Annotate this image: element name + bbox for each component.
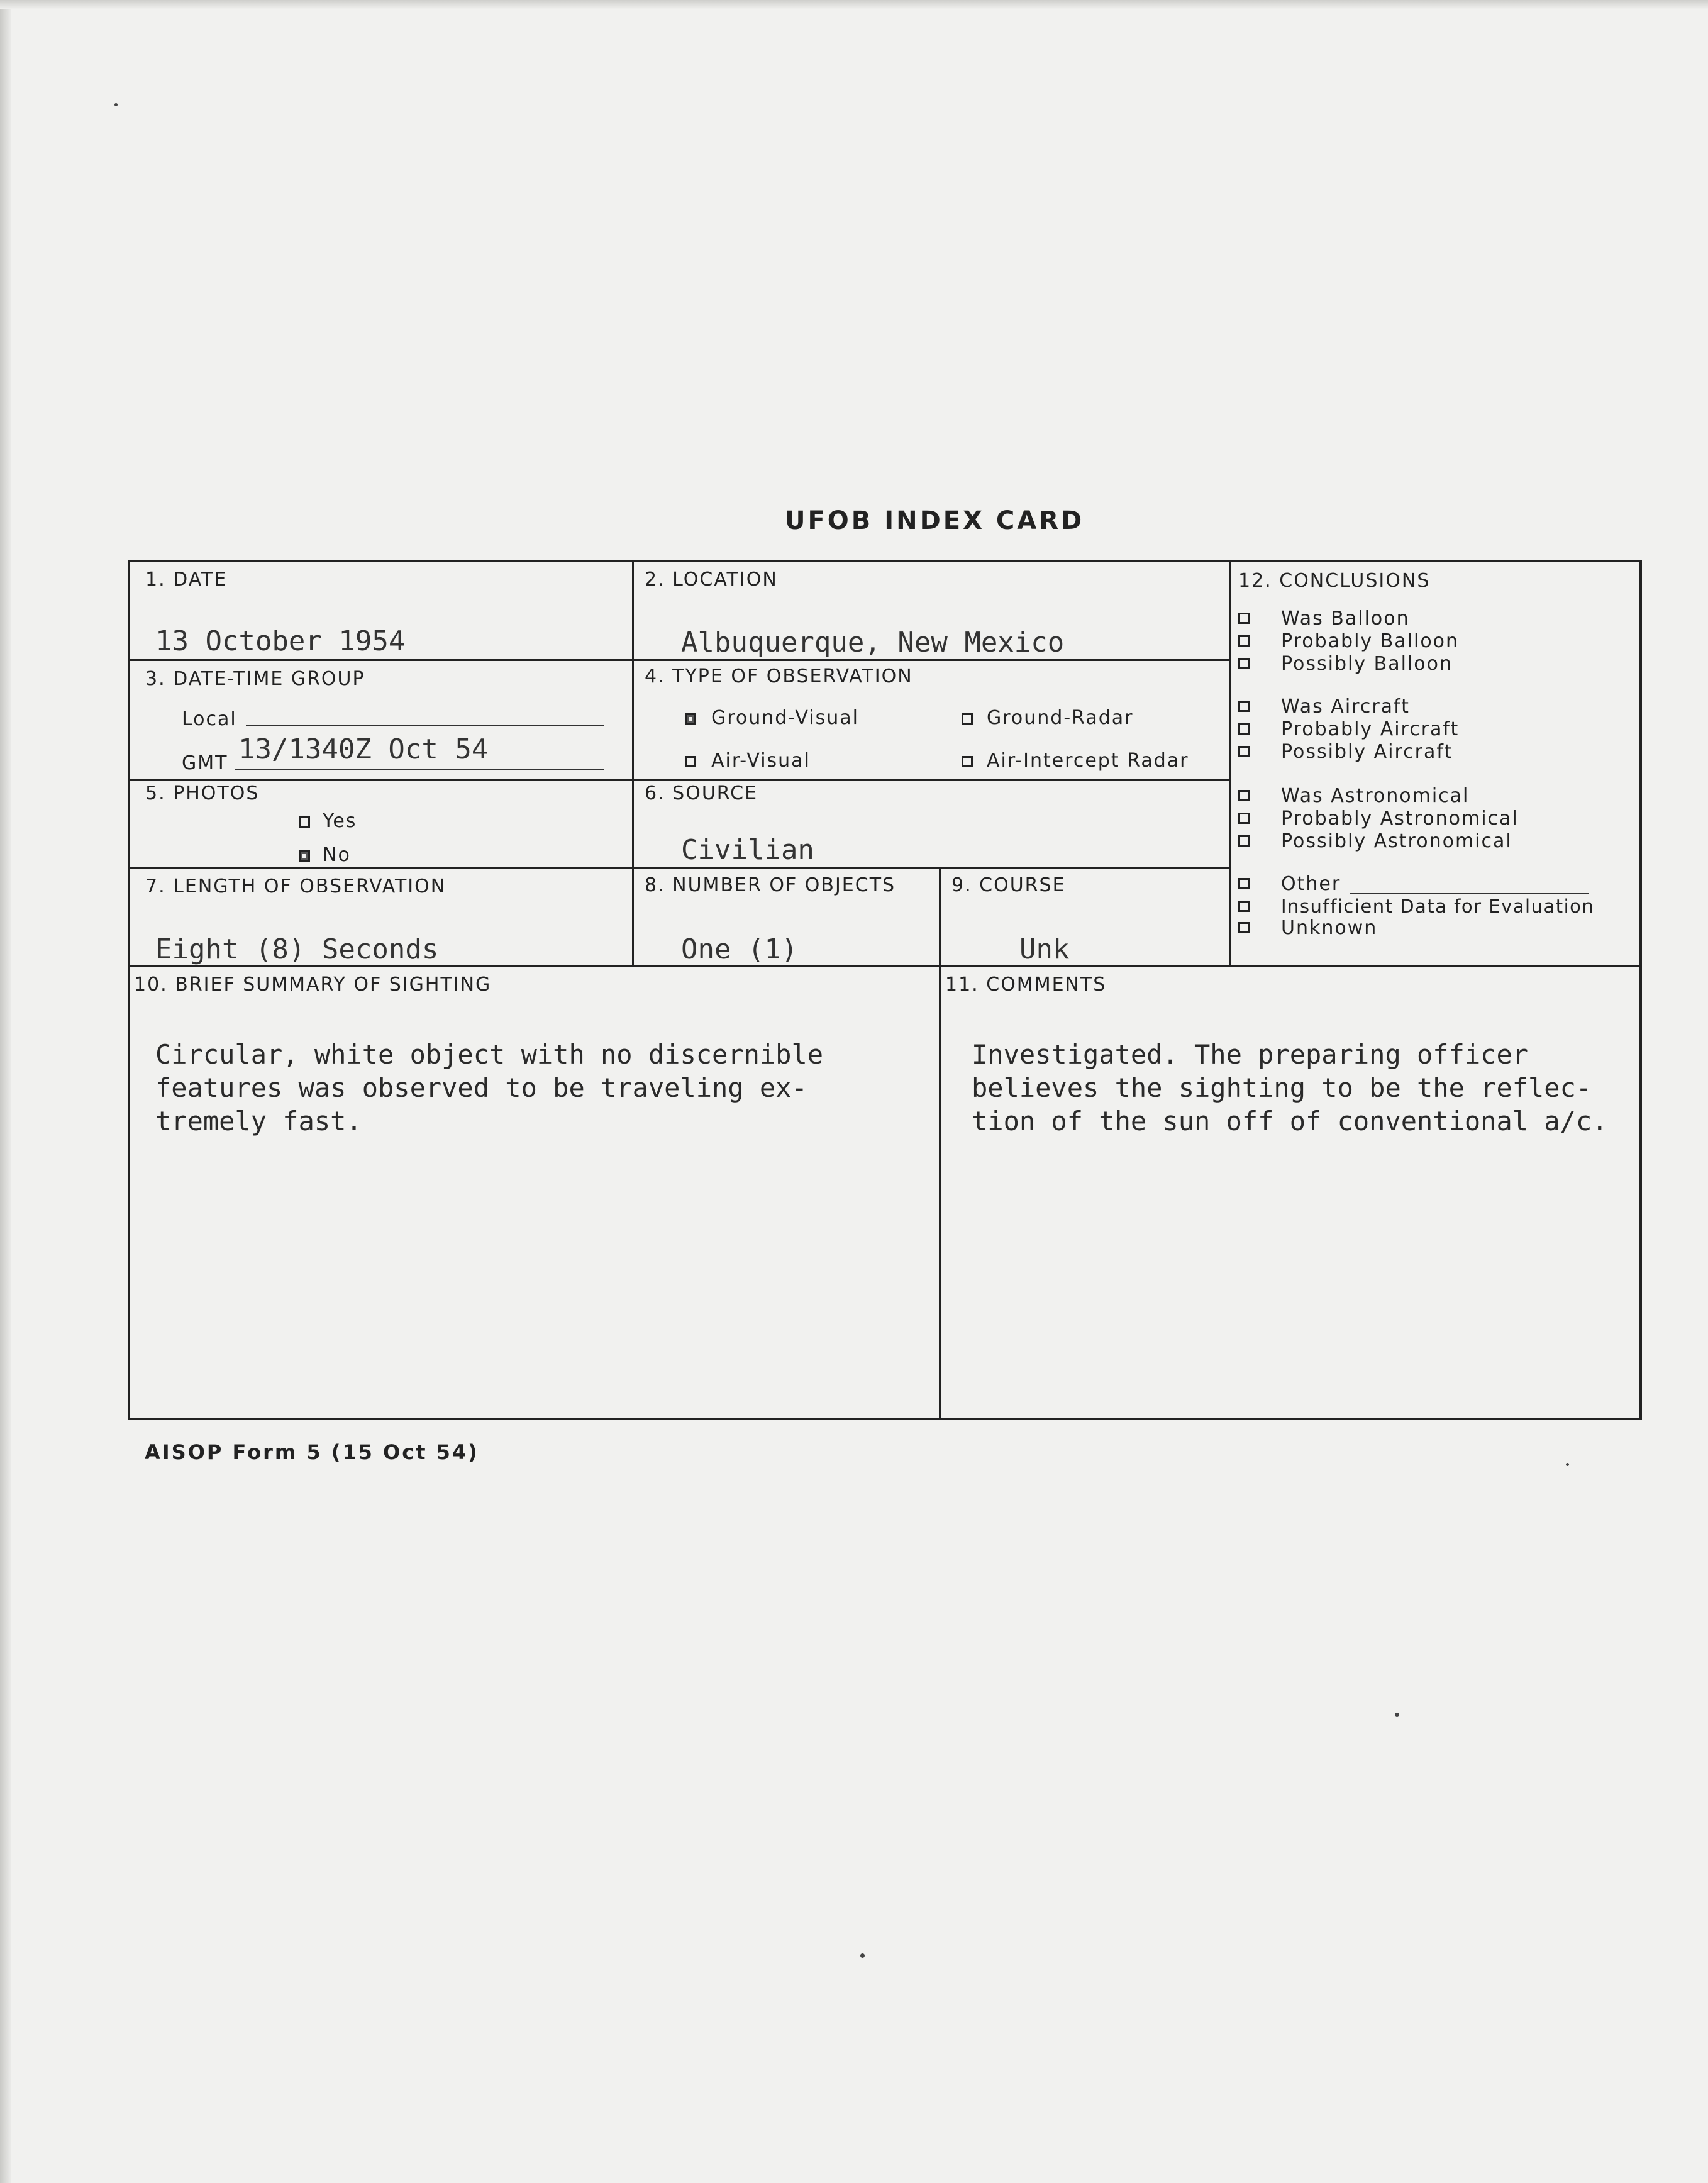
number-of-objects-label: 8. NUMBER OF OBJECTS (645, 874, 896, 896)
local-label: Local (182, 708, 237, 730)
comments-line: tion of the sun off of conventional a/c. (972, 1106, 1608, 1136)
was-balloon-checkbox[interactable] (1238, 613, 1250, 624)
index-card (128, 560, 1642, 1420)
possibly-aircraft-checkbox[interactable] (1238, 746, 1250, 757)
divider (939, 867, 941, 1418)
date-time-group-label: 3. DATE-TIME GROUP (145, 668, 365, 690)
other-option: Other (1281, 873, 1341, 895)
divider (1229, 562, 1231, 965)
photos-no-checkbox[interactable] (299, 850, 310, 862)
scan-edge (0, 0, 11, 2183)
source-value: Civilian (681, 834, 814, 866)
form-number: AISOP Form 5 (15 Oct 54) (145, 1440, 479, 1464)
divider (130, 659, 1229, 661)
divider (632, 562, 634, 965)
air-intercept-radar-option: Air-Intercept Radar (987, 750, 1189, 772)
card-title: UFOB INDEX CARD (785, 506, 1085, 535)
scan-speck (1395, 1713, 1399, 1717)
other-line (1350, 893, 1589, 894)
summary-line: Circular, white object with no discernible (155, 1039, 824, 1070)
local-line (246, 725, 604, 726)
date-value: 13 October 1954 (155, 625, 406, 657)
probably-astronomical-checkbox[interactable] (1238, 813, 1250, 824)
brief-summary-text (155, 1038, 823, 1138)
scan-speck (1566, 1463, 1569, 1466)
probably-aircraft-option: Probably Aircraft (1281, 718, 1460, 740)
probably-astronomical-option: Probably Astronomical (1281, 808, 1519, 830)
source-label: 6. SOURCE (645, 782, 758, 804)
length-of-observation-value: Eight (8) Seconds (155, 933, 439, 965)
ground-radar-checkbox[interactable] (962, 713, 973, 725)
comments-text (972, 1038, 1607, 1138)
probably-balloon-option: Probably Balloon (1281, 630, 1460, 652)
insufficient-data-option: Insufficient Data for Evaluation (1281, 896, 1595, 917)
date-label: 1. DATE (145, 569, 228, 591)
scan-edge-top (0, 0, 1708, 9)
gmt-label: GMT (182, 752, 228, 774)
location-label: 2. LOCATION (645, 569, 778, 591)
possibly-balloon-checkbox[interactable] (1238, 658, 1250, 669)
possibly-astronomical-checkbox[interactable] (1238, 835, 1250, 847)
probably-aircraft-checkbox[interactable] (1238, 723, 1250, 735)
air-visual-checkbox[interactable] (685, 756, 696, 767)
photos-no-option: No (323, 844, 351, 866)
gmt-line (235, 769, 604, 770)
divider (130, 779, 1229, 781)
was-aircraft-option: Was Aircraft (1281, 696, 1410, 718)
course-label: 9. COURSE (951, 874, 1066, 896)
type-of-observation-label: 4. TYPE OF OBSERVATION (645, 665, 913, 687)
gmt-value: 13/1340Z Oct 54 (238, 733, 489, 765)
air-intercept-radar-checkbox[interactable] (962, 756, 973, 767)
scan-speck (860, 1953, 865, 1958)
was-balloon-option: Was Balloon (1281, 608, 1410, 630)
divider (130, 867, 1229, 869)
course-value: Unk (1019, 933, 1070, 965)
summary-line: tremely fast. (155, 1106, 362, 1136)
possibly-aircraft-option: Possibly Aircraft (1281, 741, 1453, 763)
comments-label: 11. COMMENTS (945, 974, 1107, 996)
conclusions-label: 12. CONCLUSIONS (1238, 570, 1431, 592)
was-astronomical-checkbox[interactable] (1238, 790, 1250, 801)
length-of-observation-label: 7. LENGTH OF OBSERVATION (145, 875, 446, 897)
probably-balloon-checkbox[interactable] (1238, 635, 1250, 647)
divider (130, 965, 1639, 967)
possibly-astronomical-option: Possibly Astronomical (1281, 830, 1512, 852)
unknown-option: Unknown (1281, 917, 1378, 939)
photos-yes-option: Yes (323, 810, 357, 832)
was-astronomical-option: Was Astronomical (1281, 785, 1470, 807)
ground-visual-option: Ground-Visual (711, 707, 859, 729)
was-aircraft-checkbox[interactable] (1238, 701, 1250, 712)
number-of-objects-value: One (1) (681, 933, 798, 965)
possibly-balloon-option: Possibly Balloon (1281, 653, 1453, 675)
photos-yes-checkbox[interactable] (299, 816, 310, 828)
ground-visual-checkbox[interactable] (685, 713, 696, 725)
other-checkbox[interactable] (1238, 878, 1250, 889)
photos-label: 5. PHOTOS (145, 782, 260, 804)
unknown-checkbox[interactable] (1238, 922, 1250, 933)
summary-line: features was observed to be traveling ex- (155, 1072, 807, 1103)
brief-summary-label: 10. BRIEF SUMMARY OF SIGHTING (134, 974, 492, 996)
ground-radar-option: Ground-Radar (987, 707, 1134, 729)
location-value: Albuquerque, New Mexico (681, 626, 1065, 658)
comments-line: believes the sighting to be the reflec- (972, 1072, 1592, 1103)
comments-line: Investigated. The preparing officer (972, 1039, 1529, 1070)
insufficient-data-checkbox[interactable] (1238, 901, 1250, 912)
air-visual-option: Air-Visual (711, 750, 811, 772)
scan-speck (114, 103, 118, 106)
